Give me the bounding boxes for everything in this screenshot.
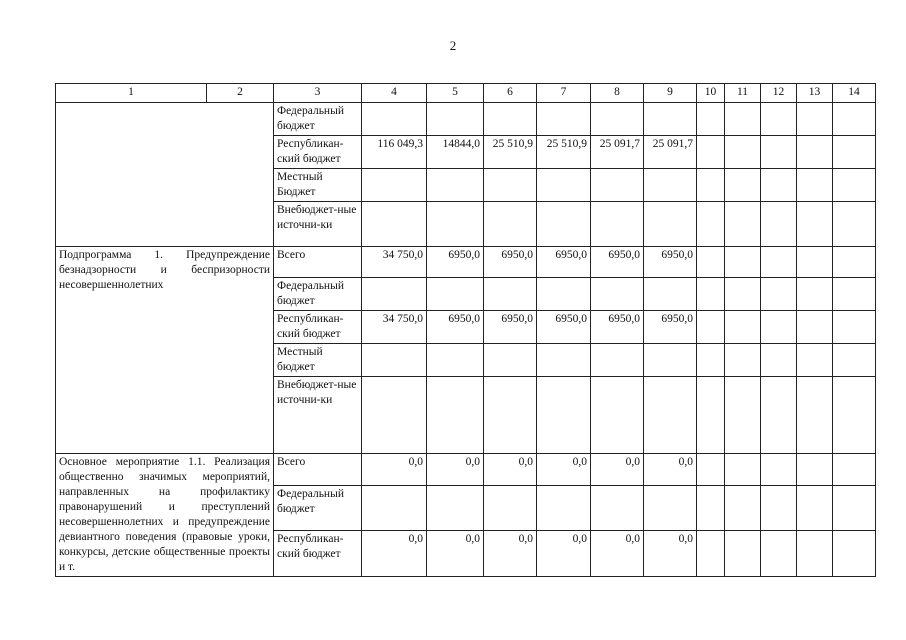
value-cell: 6950,0: [537, 311, 591, 344]
funding-source-cell: Внебюджет-ные источни-ки: [274, 377, 362, 454]
value-cell: 0,0: [362, 531, 427, 577]
header-cell: 11: [725, 84, 761, 103]
value-cell: [537, 344, 591, 377]
value-cell: [644, 169, 697, 202]
value-cell: 6950,0: [484, 247, 537, 278]
value-cell: [427, 169, 484, 202]
empty-cell: [697, 485, 725, 531]
value-cell: [484, 485, 537, 531]
empty-cell: [725, 202, 761, 247]
value-cell: [484, 103, 537, 136]
value-cell: 0,0: [591, 531, 644, 577]
value-cell: [427, 103, 484, 136]
empty-cell: [697, 169, 725, 202]
value-cell: 25 091,7: [644, 136, 697, 169]
value-cell: 0,0: [644, 531, 697, 577]
value-cell: 0,0: [537, 454, 591, 486]
empty-cell: [725, 377, 761, 454]
funding-source-cell: Федеральный бюджет: [274, 103, 362, 136]
empty-cell: [797, 202, 833, 247]
value-cell: [537, 169, 591, 202]
empty-cell: [833, 136, 876, 169]
empty-cell: [797, 169, 833, 202]
empty-cell: [833, 344, 876, 377]
empty-cell: [725, 278, 761, 311]
empty-cell: [725, 136, 761, 169]
header-cell: 14: [833, 84, 876, 103]
header-cell: 1: [56, 84, 207, 103]
empty-cell: [761, 344, 797, 377]
value-cell: [537, 103, 591, 136]
value-cell: 0,0: [427, 531, 484, 577]
funding-source-cell: Республикан-ский бюджет: [274, 531, 362, 577]
value-cell: 25 091,7: [591, 136, 644, 169]
value-cell: 14844,0: [427, 136, 484, 169]
empty-cell: [761, 202, 797, 247]
value-cell: [362, 485, 427, 531]
header-cell: 7: [537, 84, 591, 103]
value-cell: [484, 278, 537, 311]
table-row: [56, 247, 876, 278]
value-cell: 0,0: [484, 531, 537, 577]
value-cell: [591, 103, 644, 136]
funding-source-cell: Республикан-ский бюджет: [274, 311, 362, 344]
header-cell: 2: [207, 84, 274, 103]
value-cell: 0,0: [537, 531, 591, 577]
empty-cell: [697, 531, 725, 577]
value-cell: [484, 202, 537, 247]
empty-cell: [761, 531, 797, 577]
program-name-cell: Подпрограмма 1. Предупреждение безнадзорности и беспризорности несовершеннолетних: [56, 247, 274, 454]
header-cell: 5: [427, 84, 484, 103]
empty-cell: [833, 278, 876, 311]
value-cell: [362, 103, 427, 136]
empty-cell: [697, 377, 725, 454]
empty-cell: [697, 344, 725, 377]
value-cell: 6950,0: [644, 311, 697, 344]
value-cell: [427, 485, 484, 531]
empty-cell: [797, 531, 833, 577]
value-cell: [362, 344, 427, 377]
empty-cell: [797, 103, 833, 136]
empty-cell: [797, 136, 833, 169]
empty-cell: [697, 103, 725, 136]
value-cell: [362, 278, 427, 311]
value-cell: 25 510,9: [537, 136, 591, 169]
value-cell: [591, 278, 644, 311]
table-row: [56, 454, 876, 486]
empty-cell: [725, 454, 761, 486]
empty-cell: [725, 344, 761, 377]
value-cell: [362, 169, 427, 202]
value-cell: 0,0: [484, 454, 537, 486]
empty-cell: [833, 485, 876, 531]
empty-cell: [797, 278, 833, 311]
value-cell: [537, 278, 591, 311]
header-cell: 3: [274, 84, 362, 103]
value-cell: [644, 202, 697, 247]
header-cell: 6: [484, 84, 537, 103]
empty-cell: [725, 531, 761, 577]
empty-cell: [697, 202, 725, 247]
value-cell: [591, 344, 644, 377]
value-cell: [644, 103, 697, 136]
value-cell: [427, 202, 484, 247]
funding-source-cell: Федеральный бюджет: [274, 278, 362, 311]
empty-cell: [833, 169, 876, 202]
empty-cell: [833, 103, 876, 136]
value-cell: [537, 202, 591, 247]
empty-cell: [797, 485, 833, 531]
value-cell: [644, 485, 697, 531]
value-cell: [591, 485, 644, 531]
funding-source-cell: Всего: [274, 247, 362, 278]
value-cell: 6950,0: [427, 247, 484, 278]
value-cell: [537, 377, 591, 454]
empty-cell: [761, 311, 797, 344]
empty-cell: [833, 454, 876, 486]
value-cell: 0,0: [644, 454, 697, 486]
empty-cell: [697, 278, 725, 311]
value-cell: [427, 344, 484, 377]
empty-cell: [697, 311, 725, 344]
header-cell: 4: [362, 84, 427, 103]
value-cell: [591, 202, 644, 247]
value-cell: [427, 377, 484, 454]
funding-source-cell: Республикан-ский бюджет: [274, 136, 362, 169]
value-cell: [427, 278, 484, 311]
empty-cell: [697, 454, 725, 486]
value-cell: 0,0: [427, 454, 484, 486]
value-cell: 34 750,0: [362, 247, 427, 278]
value-cell: [644, 278, 697, 311]
empty-cell: [761, 454, 797, 486]
value-cell: [644, 344, 697, 377]
empty-cell: [833, 202, 876, 247]
empty-cell: [833, 247, 876, 278]
value-cell: [591, 377, 644, 454]
header-row: [56, 84, 876, 103]
value-cell: [644, 377, 697, 454]
empty-cell: [797, 377, 833, 454]
value-cell: 116 049,3: [362, 136, 427, 169]
empty-cell: [697, 136, 725, 169]
funding-source-cell: Местный Бюджет: [274, 169, 362, 202]
empty-cell: [725, 103, 761, 136]
empty-cell: [797, 311, 833, 344]
funding-source-cell: Местный бюджет: [274, 344, 362, 377]
value-cell: 25 510,9: [484, 136, 537, 169]
empty-cell: [761, 103, 797, 136]
empty-cell: [833, 311, 876, 344]
value-cell: [591, 169, 644, 202]
program-name-cell: Основное мероприятие 1.1. Реализация общественно значимых мероприятий, направленных на профилактику правонарушений и преступлений несовершеннолетних и предупреждение девиантного поведения (правовые уроки, конкурсы, детские общественные проекты и т.: [56, 454, 274, 577]
empty-cell: [725, 169, 761, 202]
value-cell: 6950,0: [591, 311, 644, 344]
value-cell: 34 750,0: [362, 311, 427, 344]
value-cell: 6950,0: [591, 247, 644, 278]
empty-cell: [725, 311, 761, 344]
budget-table: [55, 83, 876, 577]
empty-cell: [797, 344, 833, 377]
funding-source-cell: Федеральный бюджет: [274, 485, 362, 531]
empty-cell: [761, 169, 797, 202]
value-cell: [484, 169, 537, 202]
value-cell: 6950,0: [644, 247, 697, 278]
empty-cell: [697, 247, 725, 278]
value-cell: 0,0: [362, 454, 427, 486]
value-cell: [484, 344, 537, 377]
value-cell: [362, 377, 427, 454]
empty-cell: [761, 377, 797, 454]
empty-cell: [797, 247, 833, 278]
header-cell: 12: [761, 84, 797, 103]
value-cell: 6950,0: [427, 311, 484, 344]
value-cell: [484, 377, 537, 454]
value-cell: 6950,0: [484, 311, 537, 344]
empty-cell: [761, 136, 797, 169]
empty-cell: [761, 247, 797, 278]
header-cell: 8: [591, 84, 644, 103]
header-cell: 13: [797, 84, 833, 103]
value-cell: [362, 202, 427, 247]
value-cell: 0,0: [591, 454, 644, 486]
empty-cell: [761, 278, 797, 311]
empty-cell: [833, 531, 876, 577]
funding-source-cell: Внебюджет-ные источни-ки: [274, 202, 362, 247]
value-cell: 6950,0: [537, 247, 591, 278]
program-name-cell: [56, 103, 274, 247]
page-number: 2: [449, 38, 457, 53]
value-cell: [537, 485, 591, 531]
empty-cell: [761, 485, 797, 531]
header-cell: 10: [697, 84, 725, 103]
empty-cell: [833, 377, 876, 454]
empty-cell: [797, 454, 833, 486]
funding-source-cell: Всего: [274, 454, 362, 486]
empty-cell: [725, 485, 761, 531]
empty-cell: [725, 247, 761, 278]
header-cell: 9: [644, 84, 697, 103]
table-row: [56, 103, 876, 136]
